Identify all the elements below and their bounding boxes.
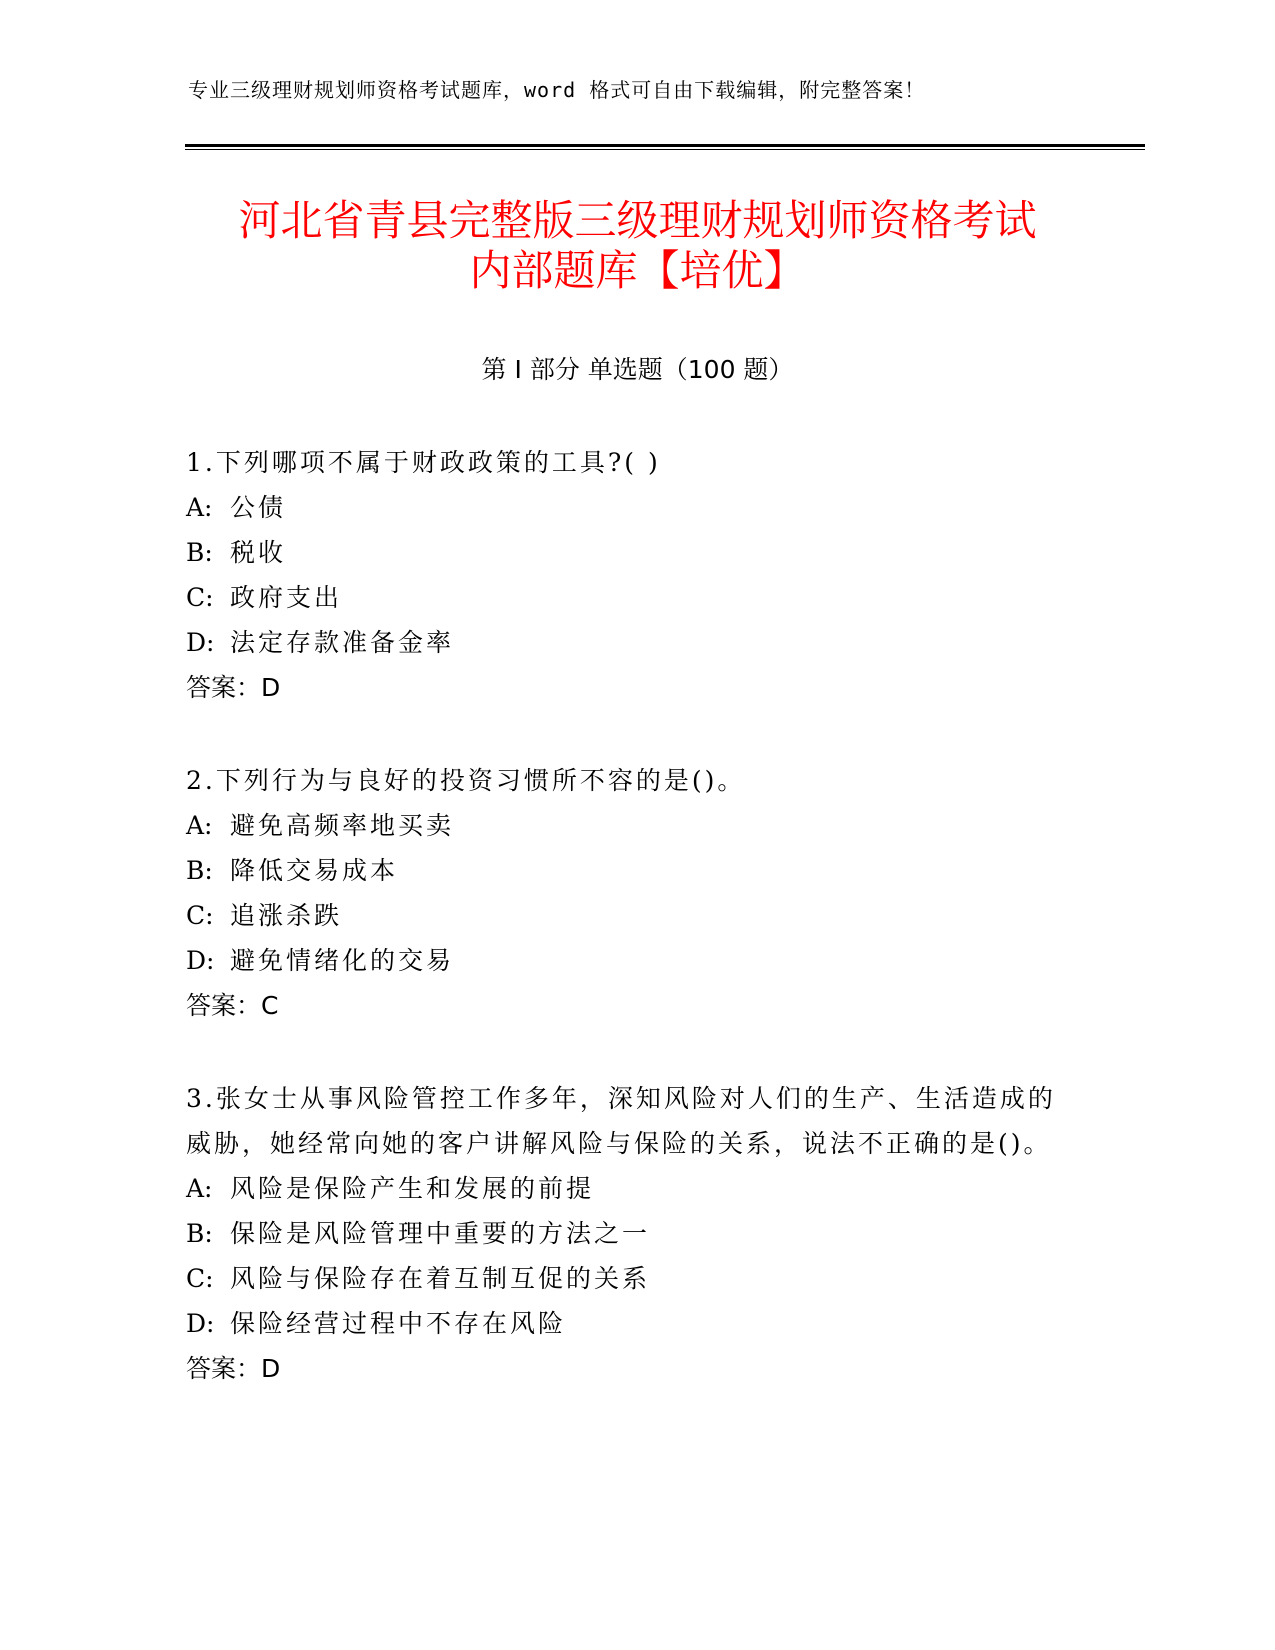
question-stem: 1.下列哪项不属于财政政策的工具?( ) <box>186 448 661 477</box>
option-letter: D: <box>186 1309 215 1338</box>
option-letter: A: <box>186 811 213 840</box>
option-text: 公债 <box>230 493 287 522</box>
option-letter: D: <box>186 946 215 975</box>
question-2 <box>186 758 1066 1028</box>
title-line-2: 内部题库【培优】 <box>469 246 806 295</box>
question-1 <box>186 440 1066 710</box>
answer: 答案：C <box>186 991 279 1020</box>
option-text: 避免高频率地买卖 <box>230 811 455 840</box>
option-letter: B: <box>186 1219 213 1248</box>
option-letter: C: <box>186 583 214 612</box>
option-d <box>186 938 1066 983</box>
document-title <box>0 196 1275 296</box>
option-c <box>186 575 1066 620</box>
option-letter: A: <box>186 493 213 522</box>
option-text: 避免情绪化的交易 <box>230 946 455 975</box>
option-a <box>186 1166 1066 1211</box>
title-line-1: 河北省青县完整版三级理财规划师资格考试 <box>238 196 1037 245</box>
section-heading: 第 I 部分 单选题（100 题） <box>481 355 794 384</box>
header-divider <box>185 144 1145 150</box>
question-list <box>186 440 1066 1439</box>
option-d <box>186 620 1066 665</box>
option-text: 政府支出 <box>230 583 343 612</box>
option-b <box>186 848 1066 893</box>
option-text: 法定存款准备金率 <box>230 628 455 657</box>
option-text: 保险是风险管理中重要的方法之一 <box>230 1219 651 1248</box>
divider-thick-line <box>185 144 1145 147</box>
option-letter: D: <box>186 628 215 657</box>
question-3 <box>186 1076 1066 1391</box>
option-letter: A: <box>186 1174 213 1203</box>
option-d <box>186 1301 1066 1346</box>
option-text: 税收 <box>230 538 287 567</box>
option-c <box>186 893 1066 938</box>
question-stem: 2.下列行为与良好的投资习惯所不容的是()。 <box>186 766 746 795</box>
option-a <box>186 485 1066 530</box>
option-text: 降低交易成本 <box>230 856 399 885</box>
divider-thin-line <box>185 149 1145 150</box>
option-text: 风险与保险存在着互制互促的关系 <box>230 1264 651 1293</box>
answer: 答案：D <box>186 673 281 702</box>
option-text: 风险是保险产生和发展的前提 <box>230 1174 595 1203</box>
header-note: 专业三级理财规划师资格考试题库，word 格式可自由下载编辑，附完整答案！ <box>188 78 926 102</box>
option-b <box>186 530 1066 575</box>
option-letter: C: <box>186 901 214 930</box>
option-letter: B: <box>186 856 213 885</box>
question-stem: 3.张女士从事风险管控工作多年，深知风险对人们的生产、生活造成的威胁，她经常向她的客户讲解风险与保险的关系，说法不正确的是()。 <box>186 1084 1056 1158</box>
option-text: 保险经营过程中不存在风险 <box>230 1309 567 1338</box>
option-c <box>186 1256 1066 1301</box>
option-letter: B: <box>186 538 213 567</box>
option-b <box>186 1211 1066 1256</box>
option-letter: C: <box>186 1264 214 1293</box>
option-text: 追涨杀跌 <box>230 901 343 930</box>
answer: 答案：D <box>186 1354 281 1383</box>
option-a <box>186 803 1066 848</box>
